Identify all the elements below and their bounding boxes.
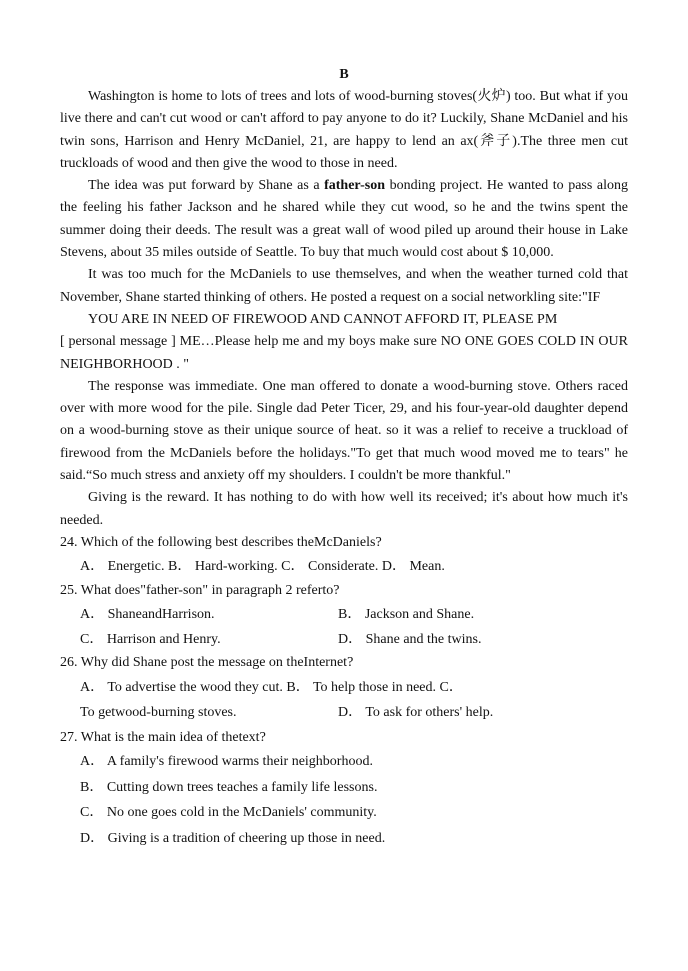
paragraph-5: The response was immediate. One man offered to donate a wood-burning stove. Others raced over with more wood for the pile. Single dad Peter Ticer, 29, and his four-year-old daughter depend on a wood-burning stove as their unique source of heat. so it was a relief to receive a truckload of firewood from the McDaniels before the holidays."To get that much wood moved me to tears" he said.“So much stress and anxiety off my shoulders. I couldn't be more thankful." — [60, 378, 628, 484]
question-25-option-d: D． Shane and the twins. — [338, 632, 482, 648]
question-25 — [60, 580, 628, 653]
question-26-options — [60, 675, 628, 725]
paragraph-2-bold-term: father-son — [324, 178, 386, 194]
paragraph-6: Giving is the reward. It has nothing to do with how well its received; it's about how much it's needed. — [60, 490, 628, 528]
question-24 — [60, 532, 628, 580]
paragraph-2-text-end: bonding project. He wanted to pass along the feeling his father Jackson and he shared while they cut wood, so he and the twins spent the summer doing their deeds. The result was a great wall of wood piled up around their house in Lake Stevens, about 35 miles outside of Seattle. To buy that much would cost about $ 10,000. — [60, 178, 628, 261]
question-27-stem: 27. What is the main idea of thetext? — [60, 729, 266, 745]
question-27-option-d: D． Giving is a tradition of cheering up those in need. — [80, 830, 386, 846]
question-26-option-d: D． To ask for others' help. — [338, 704, 494, 720]
paragraph-2 — [60, 175, 628, 264]
question-27-option-b: B． Cutting down trees teaches a family life lessons. — [80, 779, 378, 795]
paragraph-2-text-start: The idea was put forward by Shane as a — [88, 178, 325, 194]
question-25-options — [60, 602, 628, 652]
question-25-stem: 25. What does"father-son" in paragraph 2 referto? — [60, 582, 340, 598]
question-26-stem: 26. Why did Shane post the message on theInternet? — [60, 655, 354, 671]
question-27-option-c: C． No one goes cold in the McDaniels' community. — [80, 805, 377, 821]
question-24-stem: 24. Which of the following best describes theMcDaniels? — [60, 534, 382, 550]
question-26 — [60, 652, 628, 725]
paragraph-4-line-2: [ personal message ] ME…Please help me and my boys make sure NO ONE GOES COLD IN OUR NEIGHBORHOOD . " — [60, 334, 628, 372]
paragraph-1: Washington is home to lots of trees and lots of wood-burning stoves(火炉) too. But what if you live there and can't cut wood or can't afford to pay anyone to do it? Luckily, Shane McDaniel and his twin sons, Harrison and Henry McDaniel, 21, are happy to lend an ax(斧子).The three men cut truckloads of wood and then give the wood to those in need. — [60, 89, 628, 171]
question-25-option-a: A． ShaneandHarrison. — [80, 607, 215, 623]
question-27 — [60, 727, 628, 852]
question-24-options: A． Energetic. B． Hard-working. C． Considerate. D． Mean. — [80, 559, 445, 575]
question-26-option-c-text: To getwood-burning stoves. — [80, 704, 237, 720]
question-27-options — [60, 749, 628, 851]
paragraph-4-line-1: YOU ARE IN NEED OF FIREWOOD AND CANNOT AFFORD IT, PLEASE PM — [88, 311, 558, 327]
section-heading: B — [339, 67, 349, 82]
question-26-options-line-1: A． To advertise the wood they cut. B． To help those in need. C． — [80, 679, 463, 695]
question-27-option-a: A． A family's firewood warms their neighborhood. — [80, 754, 373, 770]
question-25-option-b: B． Jackson and Shane. — [338, 607, 475, 623]
paragraph-3: It was too much for the McDaniels to use themselves, and when the weather turned cold that November, Shane started thinking of others. He posted a request on a social networkling site:"IF — [60, 267, 628, 305]
question-25-option-c: C． Harrison and Henry. — [80, 632, 221, 648]
